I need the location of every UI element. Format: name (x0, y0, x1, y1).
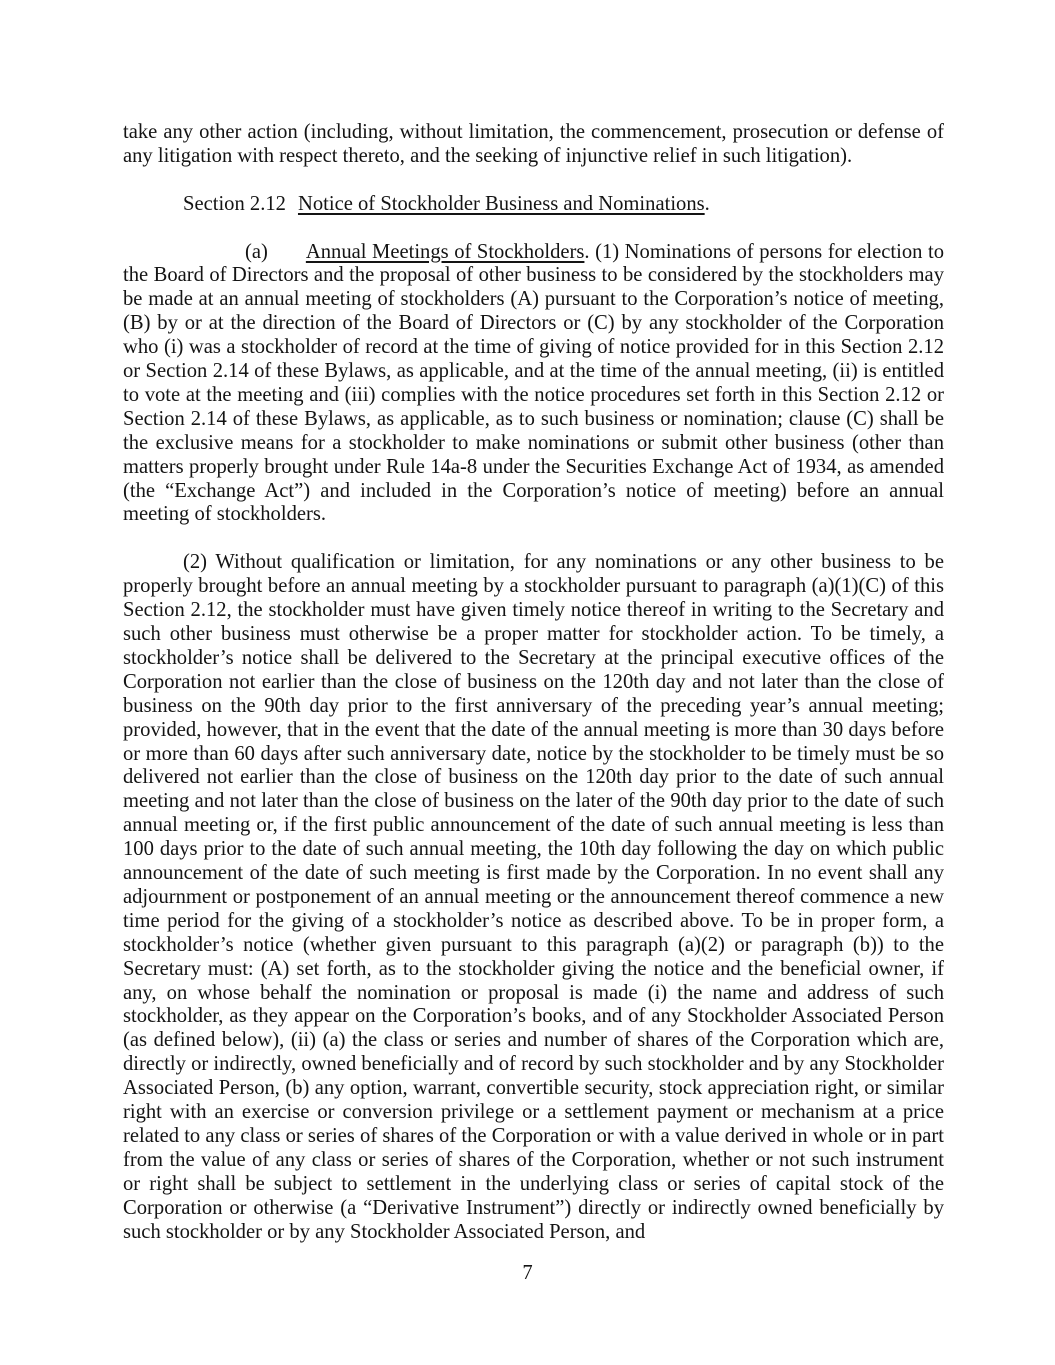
paragraph-a-label: (a) (245, 240, 268, 263)
section-title-period: . (704, 192, 710, 215)
paragraph-a-title: Annual Meetings of Stockholders (305, 240, 585, 263)
paragraph-2: (2) Without qualification or limitation, for any nominations or any other business to be properly brought before an annual meeting by a stockholder pursuant to paragraph (a)(1)(C) of this Section 2.12, the stockholder must have given timely notice thereof in writing to the Secretary and such other business must otherwise be a proper matter for stockholder action. To be timely, a stockholder’s notice shall be delivered to the Secretary at the principal executive offices of the Corporation not earlier than the close of business on the 120th day and not later than the close of business on the 90th day prior to the first anniversary of the preceding year’s annual meeting; provided, however, that in the event that the date of the annual meeting is more than 30 days before or more than 60 days after such anniversary date, notice by the stockholder to be timely must be so delivered not earlier than the close of business on the 120th day prior to the date of such annual meeting and not later than the close of business on the later of the 90th day prior to the date of such annual meeting or, if the first public announcement of the date of such annual meeting is less than 100 days prior to the date of such annual meeting, the 10th day following the day on which public announcement of the date of such meeting is first made by the Corporation. In no event shall any adjournment or postponement of an annual meeting or the announcement thereof commence a new time period for the giving of a stockholder’s notice as described above. To be in proper form, a stockholder’s notice (whether given pursuant to this paragraph (a)(2) or paragraph (b)) to the Secretary must: (A) set forth, as to the stockholder giving the notice and the beneficial owner, if any, on whose behalf the nomination or proposal is made (i) the name and address of such stockholder, as they appear on the Corporation’s books, and of any Stockholder Associated Person (as defined below), (ii) (a) the class or series and number of shares of the Corporation which are, directly or indirectly, owned beneficially and of record by such stockholder and by any Stockholder Associated Person, (b) any option, warrant, convertible security, stock appreciation right, or similar right with an exercise or conversion privilege or a settlement payment or mechanism at a price related to any class or series of shares of the Corporation or with a value derived in whole or in part from the value of any class or series of shares of the Corporation, whether or not such instrument or right shall be subject to settlement in the underlying class or series of capital stock of the Corporation or otherwise (a “Derivative Instrument”) directly or indirectly owned beneficially by such stockholder or by any Stockholder Associated Person, and (123, 551, 944, 1243)
paragraph-a-text: . (1) Nominations of persons for election to the Board of Directors and the proposal of other business to be considered by the stockholders may be made at an annual meeting of stockholders (A) pursuant to the Corporation’s notice of meeting, (B) by or at the direction of the Board of Directors or (C) by any stockholder of the Corporation who (i) was a stockholder of record at the time of giving of notice provided for in this Section 2.12 or Section 2.14 of these Bylaws, as applicable, and at the time of the annual meeting, (ii) is entitled to vote at the meeting and (iii) complies with the notice procedures set forth in this Section 2.12 or Section 2.14 of these Bylaws, as applicable, as to such business or nomination; clause (C) shall be the exclusive means for a stockholder to make nominations or submit other business (other than matters properly brought under Rule 14a-8 under the Securities Exchange Act of 1934, as amended (the “Exchange Act”) and included in the Corporation’s notice of meeting) before an annual meeting of stockholders. (123, 240, 944, 526)
document-body (123, 121, 944, 1245)
page-number: 7 (522, 1262, 533, 1284)
section-heading (123, 193, 944, 217)
section-number: Section 2.12 (183, 192, 286, 215)
paragraph-a (123, 241, 944, 528)
continuation-paragraph: take any other action (including, without limitation, the commencement, prosecution or defense of any litigation with respect thereto, and the seeking of injunctive relief in such litigation). (123, 121, 944, 167)
section-title: Notice of Stockholder Business and Nominations (297, 192, 705, 215)
